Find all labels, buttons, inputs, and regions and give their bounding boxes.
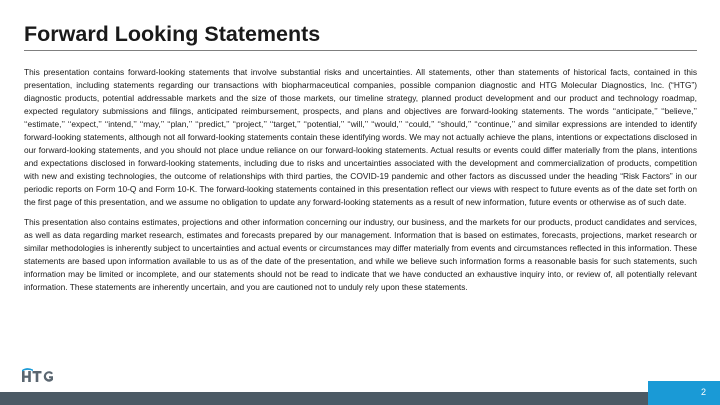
page-number: 2 <box>700 387 706 397</box>
page-number-tab <box>648 381 720 405</box>
paragraph-estimates: This presentation also contains estimates, projections and other information concerning our industry, our business, and the markets for our products, product candidates and services, as well as data regarding market research, estimates and forecasts prepared by our management. Information that is based on estimates, forecasts, projections, market research or similar methodologies is inherently subject to uncertainties and actual events or circumstances may differ materially from events and circumstances reflected in this information. These statements are based upon information available to us as of the date of the presentation, and while we believe such information forms a reasonable basis for such statements, such information may be limited or incomplete, and our statements should not be read to indicate that we have conducted an exhaustive inquiry into, or review of, all potentially relevant information. These statements are inherently uncertain, and you are cautioned not to unduly rely upon these statements. <box>24 217 697 292</box>
title-divider <box>24 50 697 51</box>
slide-body <box>24 66 697 301</box>
slide-title: Forward Looking Statements <box>24 22 321 46</box>
paragraph-forward-looking: This presentation contains forward-looking statements that involve substantial risks and uncertainties. All statements, other than statements of historical facts, contained in this presentation, including statements regarding our transactions with biopharmaceutical companies, possible companion diagnostic and HTG Molecular Diagnostics, Inc. (“HTG”) diagnostic products, potential addressable markets and the size of those markets, our timeline strategy, planned product development and our product and technology roadmap, expected regulatory submissions and filings, anticipated reimbursement, prospects, and plans and objectives are forward-looking statements. The words ‘‘anticipate,’’ ‘‘believe,’’ ‘‘estimate,’’ ‘‘expect,’’ ‘‘intend,’’ ‘‘may,’’ ‘‘plan,’’ ‘‘predict,’’ ‘‘project,’’ ‘‘target,’’ ‘‘potential,’’ ‘‘will,’’ ‘‘would,’’ ‘‘could,’’ ‘‘should,’’ ‘‘continue,’’ and similar expressions are intended to identify forward-looking statements, although not all forward-looking statements contain these identifying words. We may not actually achieve the plans, intentions or expectations disclosed in our forward-looking statements, and you should not place undue reliance on our forward-looking statements. Actual results or events could differ materially from the plans, intentions and expectations disclosed in forward-looking statements, including due to risks and uncertainties associated with the development and commercialization of products, competition with new and existing technologies, the outcome of relationships with third parties, the COVID-19 pandemic and other factors as discussed under the heading “Risk Factors” in our periodic reports on Form 10-Q and Form 10-K. The forward-looking statements contained in this presentation reflect our views with respect to future events as of the date set forth on the first page of this presentation, and we assume no obligation to update any forward-looking statements as a result of new information, future events or otherwise as of such date. <box>24 67 697 207</box>
htg-logo-icon <box>22 367 56 383</box>
footer-bar <box>0 392 720 405</box>
